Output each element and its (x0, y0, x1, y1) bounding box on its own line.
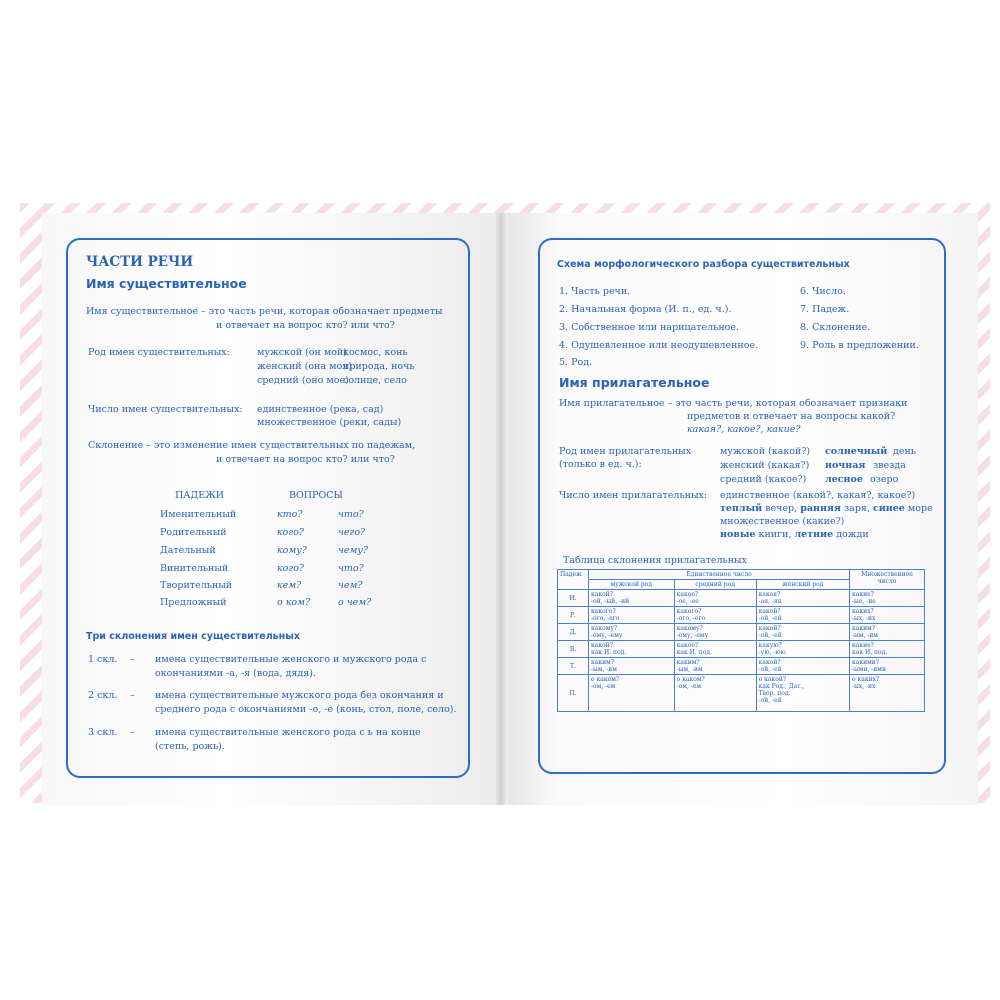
table-cell-line: -ым, -им (676, 666, 703, 673)
decl-dash: – (130, 654, 135, 665)
table-cell-line: какая? (758, 591, 781, 598)
case-name: Родительный (160, 527, 227, 538)
example-bold: синее (872, 503, 905, 514)
table-cell-line: -ое, -ее (676, 598, 699, 605)
adj-number-plural-examples (720, 529, 869, 541)
table-cell-line: какой? (591, 591, 613, 598)
table-cell-line: о каких? (852, 676, 880, 683)
adj-definition-line1: Имя прилагательное – это часть речи, которая обозначает признаки (559, 398, 908, 409)
case-q1: о ком? (277, 597, 311, 608)
questions-header: ВОПРОСЫ (289, 490, 343, 501)
header-masc: мужской род (589, 580, 675, 590)
table-cell-line: -ых, -их (852, 615, 876, 622)
example-text: заря, (843, 503, 870, 514)
table-cell-line: как И. под. (591, 649, 627, 656)
number-singular: единственное (река, сад) (257, 404, 384, 415)
decl-line1: имена существительные мужского рода без окончания и (155, 690, 444, 701)
table-cell-line: какое? (676, 642, 699, 649)
table-cell-line: о каком? (591, 676, 620, 683)
declension-def-line1: Склонение – это изменение имен существительных по падежам, (88, 440, 416, 451)
table-cell (674, 641, 756, 658)
number-label: Число имен существительных: (88, 404, 243, 415)
gender-fem-example: природа, ночь (343, 361, 415, 372)
table-cell-line: -ым, -им (591, 666, 617, 673)
table-header-row (558, 570, 925, 580)
case-q1: кто? (277, 509, 303, 520)
case-name: Именительный (160, 509, 237, 520)
table-cell-line: -ом, -ем (676, 683, 702, 690)
header-singular: Единственное число (589, 570, 850, 580)
table-row (558, 624, 925, 641)
table-title: Таблица склонения прилагательных (563, 555, 747, 566)
table-cell-line: какие? (852, 642, 874, 649)
gender-masc-example: космос, конь (343, 347, 408, 358)
table-cell-line: -ого, -его (676, 615, 706, 622)
table-cell-line: -ом, -ем (591, 683, 616, 690)
example-text: книги, (758, 529, 792, 540)
table-cell-line: какой? (758, 625, 781, 632)
table-cell (850, 590, 925, 607)
adjective-declension-table (557, 569, 925, 712)
noun-definition-line2: и отвечает на вопрос кто? или что? (216, 320, 395, 331)
table-cell-line: Твор. под. (758, 690, 791, 697)
table-cell (589, 658, 675, 675)
decl-num: 3 скл. (88, 727, 118, 738)
table-cell-line: как И. под. (852, 649, 888, 656)
scheme-item: 9. Роль в предложении. (800, 340, 919, 351)
table-cell (589, 641, 675, 658)
table-cell (589, 590, 675, 607)
table-cell-line: -ые, -ие (852, 598, 876, 605)
adj-number-singular-examples (720, 503, 933, 515)
table-cell-line: какие? (852, 591, 874, 598)
example-bold: новые (720, 529, 756, 540)
case-q2: чему? (338, 545, 369, 556)
example-text: вечер, (765, 503, 798, 514)
case-q2: что? (338, 509, 364, 520)
scheme-heading: Схема морфологического разбора существительных (557, 259, 850, 270)
table-cell-case: Т. (558, 658, 589, 675)
table-cell-line: какому? (591, 625, 618, 632)
table-cell-line: -ых, -их (852, 683, 876, 690)
adj-number-plural: множественное (какие?) (720, 516, 845, 527)
decl-dash: – (130, 727, 135, 738)
case-q2: чем? (338, 580, 363, 591)
number-plural: множественное (реки, сады) (257, 417, 402, 428)
case-name: Дательный (160, 545, 216, 556)
adj-definition-line2: предметов и отвечает на вопросы какой? (687, 411, 896, 422)
table-cell (756, 590, 849, 607)
table-cell (589, 624, 675, 641)
example-text: дожди (836, 529, 869, 540)
example-bold: ранняя (800, 503, 841, 514)
table-cell-line: о каком? (676, 676, 705, 683)
adj-number-singular: единственное (какой?, какая?, какое?) (720, 490, 916, 501)
decl-line1: имена существительные женского рода с ь на конце (155, 727, 421, 738)
noun-heading: Имя существительное (86, 276, 247, 291)
decl-line2: окончаниями -а, -я (вода, дядя). (155, 668, 316, 679)
decl-dash: – (130, 690, 135, 701)
table-cell (756, 675, 849, 712)
adj-definition-line3: какая?, какое?, какие? (687, 424, 801, 435)
adj-gender-neut-bold: лесное (825, 474, 863, 485)
table-cell-line: какое? (676, 591, 699, 598)
cases-header: ПАДЕЖИ (175, 490, 225, 501)
table-cell-line: каких? (852, 608, 874, 615)
table-cell (756, 641, 849, 658)
table-cell-line: -ой, -ый, -ий (591, 598, 630, 605)
table-cell-case: П. (558, 675, 589, 712)
table-cell-case: Д. (558, 624, 589, 641)
table-cell-line: каким? (676, 659, 700, 666)
case-name: Предложный (160, 597, 227, 608)
header-fem: женский род (756, 580, 849, 590)
scheme-item: 6. Число. (800, 286, 846, 297)
table-cell-line: каким? (591, 659, 614, 666)
decl-num: 1 скл. (88, 654, 118, 665)
scheme-item: 3. Собственное или нарицательное. (559, 322, 740, 333)
table-row (558, 590, 925, 607)
table-cell-line: -ой, -ей (758, 615, 782, 622)
book-spine (494, 213, 508, 805)
table-cell-case: И. (558, 590, 589, 607)
table-cell (674, 675, 756, 712)
adj-number-label: Число имен прилагательных: (559, 490, 708, 501)
table-cell-case: Р. (558, 607, 589, 624)
header-plural: Множественное число (850, 570, 925, 590)
decl-num: 2 скл. (88, 690, 118, 701)
table-cell-line: -ой, -ей (758, 632, 782, 639)
table-body (558, 590, 925, 712)
adj-gender-fem-rest: звезда (873, 460, 906, 471)
table-cell-line: -ая, -яя (758, 598, 782, 605)
table-cell (674, 658, 756, 675)
adj-gender-label: Род имен прилагательных (559, 446, 692, 457)
table-row (558, 607, 925, 624)
table-cell (589, 675, 675, 712)
table-cell (850, 607, 925, 624)
table-cell-line: -ым, -им (852, 632, 878, 639)
table-cell (756, 624, 849, 641)
adjective-heading: Имя прилагательное (559, 375, 710, 390)
case-q2: что? (338, 563, 364, 574)
example-text: море (907, 503, 933, 514)
case-q1: кому? (277, 545, 307, 556)
scheme-item: 8. Склонение. (800, 322, 871, 333)
table-cell-line: -ой, -ей (758, 697, 782, 704)
case-q1: кем? (277, 580, 302, 591)
scheme-item: 2. Начальная форма (И. п., ед. ч.). (559, 304, 732, 315)
table-cell-line: какой? (591, 642, 613, 649)
table-cell-line: -ой, -ей (758, 666, 782, 673)
table-cell-line: каким? (852, 625, 875, 632)
table-cell-line: какими? (852, 659, 879, 666)
case-name: Винительный (160, 563, 229, 574)
adj-gender-fem: женский (какая?) (720, 460, 810, 471)
gender-neut-example: солнце, село (343, 375, 407, 386)
table-cell (756, 607, 849, 624)
table-cell-line: как И. под. (676, 649, 712, 656)
case-q2: чего? (338, 527, 366, 538)
table-cell-line: какой? (758, 659, 781, 666)
table-cell-line: -ую, -юю (758, 649, 786, 656)
adj-gender-masc: мужской (какой?) (720, 446, 811, 457)
adj-gender-masc-bold: солнечный (825, 446, 888, 457)
table-cell (589, 607, 675, 624)
adj-gender-masc-rest: день (893, 446, 916, 457)
table-row (558, 675, 925, 712)
table-cell-line: какого? (676, 608, 702, 615)
scheme-item: 5. Род. (559, 357, 593, 368)
decl-line1: имена существительные женского и мужского рода с (155, 654, 427, 665)
table-cell (850, 675, 925, 712)
table-cell-line: какого? (591, 608, 616, 615)
noun-definition-line1: Имя существительное – это часть речи, которая обозначает предметы (86, 306, 443, 317)
decl-line2: (степь, рожь). (155, 741, 225, 752)
table-cell (756, 658, 849, 675)
declension-def-line2: и отвечает на вопрос кто? или что? (216, 454, 395, 465)
gender-label: Род имен существительных: (88, 347, 230, 358)
table-row (558, 658, 925, 675)
table-cell-line: -ому, -ему (676, 632, 709, 639)
gender-neut: средний (оно мое) (257, 375, 349, 386)
example-bold: летние (794, 529, 834, 540)
decl-line2: среднего рода с окончаниями -о, -е (конь, стол, поле, село). (155, 704, 457, 715)
table-row (558, 641, 925, 658)
table-cell-case: В. (558, 641, 589, 658)
three-declensions-heading: Три склонения имен существительных (86, 631, 300, 642)
table-cell (674, 607, 756, 624)
case-q1: кого? (277, 563, 305, 574)
example-bold: теплый (720, 503, 763, 514)
scheme-item: 4. Одушевленное или неодушевленное. (559, 340, 759, 351)
table-cell-line: какому? (676, 625, 703, 632)
table-cell-line: -ому, -ему (591, 632, 623, 639)
case-q2: о чем? (338, 597, 372, 608)
header-case: Падеж (558, 570, 589, 590)
page-title: ЧАСТИ РЕЧИ (86, 254, 194, 270)
adj-gender-label-2: (только в ед. ч.): (559, 459, 642, 470)
gender-fem: женский (она моя) (257, 361, 352, 372)
adj-gender-neut: средний (какое?) (720, 474, 807, 485)
table-cell (850, 641, 925, 658)
adj-gender-neut-rest: озеро (870, 474, 899, 485)
table-cell-line: какой? (758, 608, 781, 615)
table-cell-line: как Род., Дат., (758, 683, 805, 690)
table-cell (674, 590, 756, 607)
table-cell-line: какую? (758, 642, 782, 649)
table-cell-line: -ыми, -ими (852, 666, 886, 673)
table-cell-line: -ого, -его (591, 615, 620, 622)
scheme-item: 1. Часть речи. (559, 286, 631, 297)
table-cell (674, 624, 756, 641)
case-name: Творительный (160, 580, 233, 591)
gender-masc: мужской (он мой) (257, 347, 347, 358)
header-neut: средний род (674, 580, 756, 590)
table-cell-line: о какой? (758, 676, 787, 683)
case-q1: кого? (277, 527, 305, 538)
table-cell (850, 658, 925, 675)
scheme-item: 7. Падеж. (800, 304, 850, 315)
adj-gender-fem-bold: ночная (825, 460, 866, 471)
table-cell (850, 624, 925, 641)
